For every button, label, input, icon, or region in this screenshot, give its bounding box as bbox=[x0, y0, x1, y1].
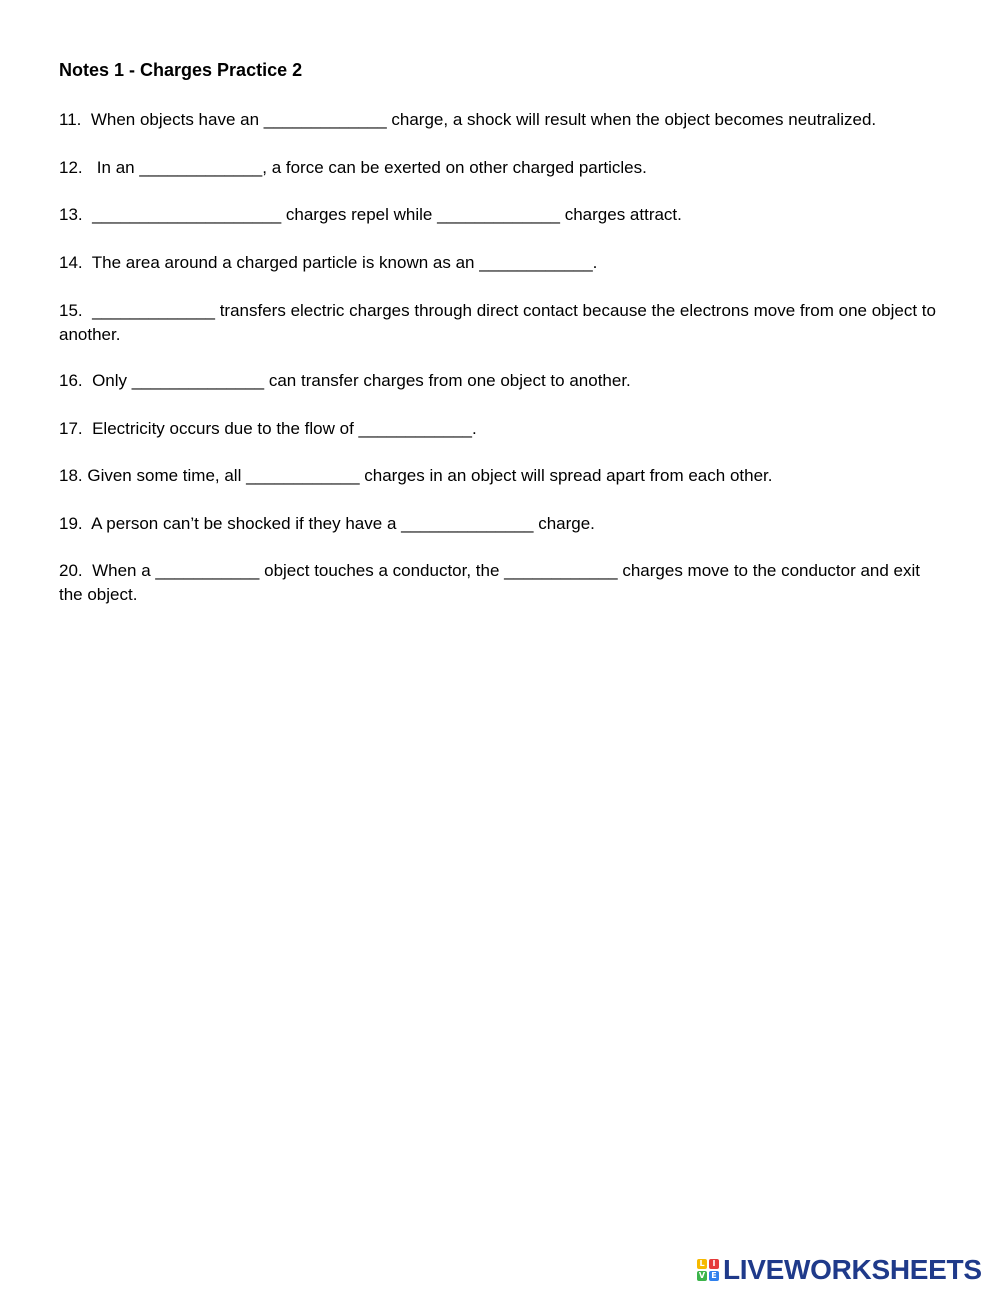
question-15: 15. _____________ transfers electric charges through direct contact because the electrons move from one object to another. bbox=[59, 301, 941, 344]
question-13: 13. ____________________ charges repel while _____________ charges attract. bbox=[59, 205, 682, 224]
question-14: 14. The area around a charged particle is known as an ____________. bbox=[59, 253, 598, 272]
logo-square-i: I bbox=[709, 1259, 719, 1269]
question-11: 11. When objects have an _____________ charge, a shock will result when the object becomes neutralized. bbox=[59, 110, 877, 129]
liveworksheets-logo bbox=[697, 1255, 982, 1285]
logo-wordmark: LIVEWORKSHEETS bbox=[723, 1254, 982, 1285]
logo-square-v: V bbox=[698, 1271, 706, 1280]
page-title: Notes 1 - Charges Practice 2 bbox=[59, 60, 303, 80]
logo-square-e: E bbox=[709, 1271, 719, 1281]
liveworksheets-logo-icon bbox=[697, 1258, 721, 1282]
question-12: 12. In an _____________, a force can be exerted on other charged particles. bbox=[59, 158, 647, 177]
question-20: 20. When a ___________ object touches a conductor, the ____________ charges move to the conductor and exit the object. bbox=[59, 561, 925, 604]
question-19: 19. A person can’t be shocked if they have a ______________ charge. bbox=[59, 514, 595, 533]
question-16: 16. Only ______________ can transfer charges from one object to another. bbox=[59, 371, 631, 390]
question-17: 17. Electricity occurs due to the flow of ____________. bbox=[59, 419, 477, 438]
question-18: 18. Given some time, all ____________ charges in an object will spread apart from each other. bbox=[59, 466, 773, 485]
logo-square-l: L bbox=[697, 1259, 707, 1269]
